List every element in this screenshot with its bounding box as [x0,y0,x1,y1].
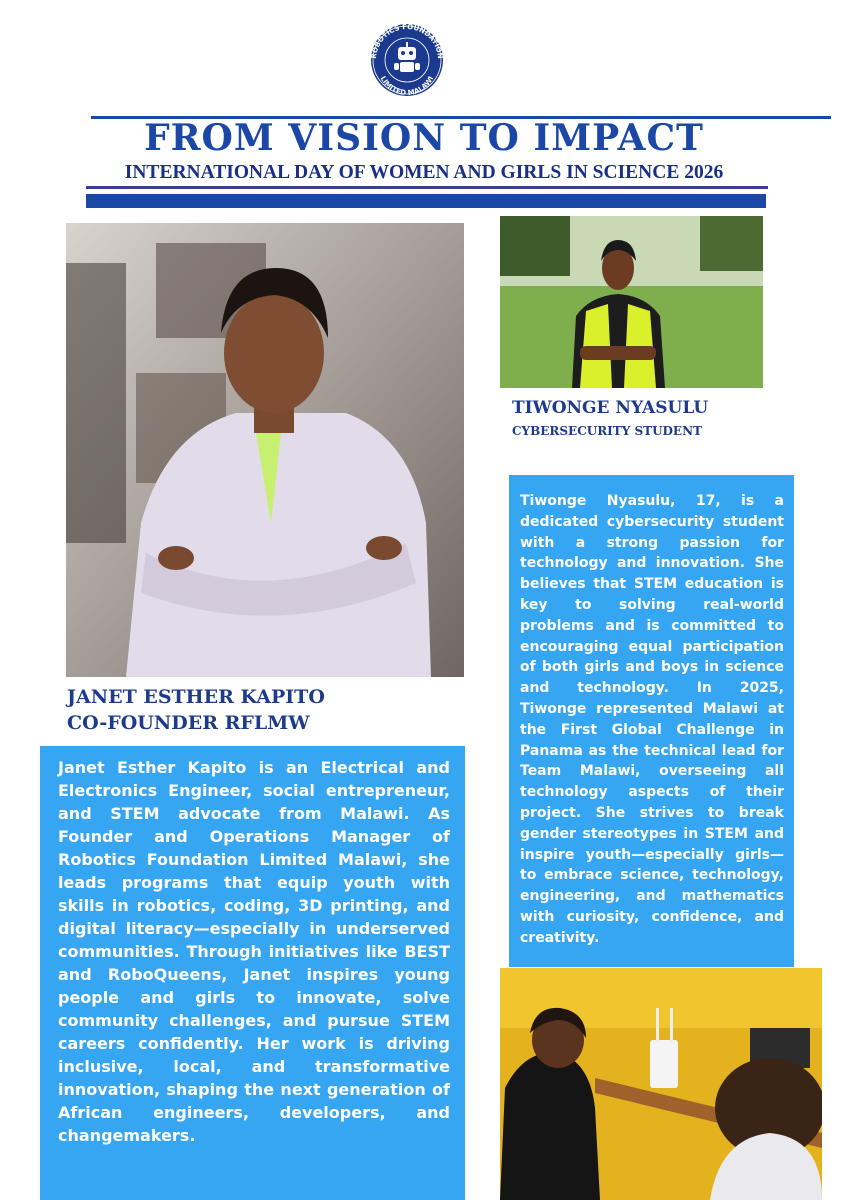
tiwonge-name: TIWONGE NYASULU [512,398,709,418]
janet-bio-text: Janet Esther Kapito is an Electrical and Electronics Engineer, social entrepreneur, and STEM advocate from Malawi. As Founder and Operations Manager of Robotics Foundation Limited Malawi, she leads programs that equip youth with skills in robotics, coding, 3D printing, and digital literacy—especially in underserved communities. Through initiatives like BEST and RoboQueens, Janet inspires young people and girls to innovate, solve community challenges, and pursue STEM careers confidently. Her work is driving inclusive, local, and transformative innovation, shaping the next generation of African engineers, developers, and changemakers. [58,758,450,1145]
divider-thick [86,194,766,208]
janet-role: CO-FOUNDER RFLMW [67,712,310,734]
janet-bio-box [40,746,465,1200]
foundation-logo [364,22,450,98]
janet-portrait-photo [66,223,464,677]
tiwonge-bio-text: Tiwonge Nyasulu, 17, is a dedicated cybersecurity student with a strong passion for technology and innovation. She believes that STEM education is key to solving real-world problems and is committed to encouraging equal participation of both girls and boys in science and technology. In 2025, Tiwonge represented Malawi at the First Global Challenge in Panama as the technical lead for Team Malawi, overseeing all technology aspects of their project. She strives to break gender stereotypes in STEM and inspire youth—especially girls—to embrace science, technology, engineering, and mathematics with curiosity, confidence, and creativity. [520,493,784,946]
tiwonge-role: CYBERSECURITY STUDENT [512,424,702,438]
logo-text-bottom: LIMITED MALAWI [378,74,436,98]
divider-thin [86,186,768,189]
janet-name: JANET ESTHER KAPITO [67,686,325,708]
tiwonge-bio-box [509,475,794,967]
page-subtitle: INTERNATIONAL DAY OF WOMEN AND GIRLS IN SCIENCE 2026 [124,162,724,183]
tiwonge-portrait-photo [500,216,763,388]
logo-text-top: ROBOTICS FOUNDATION [369,22,445,60]
page-title: FROM VISION TO IMPACT [144,117,704,159]
students-working-photo [500,968,822,1200]
